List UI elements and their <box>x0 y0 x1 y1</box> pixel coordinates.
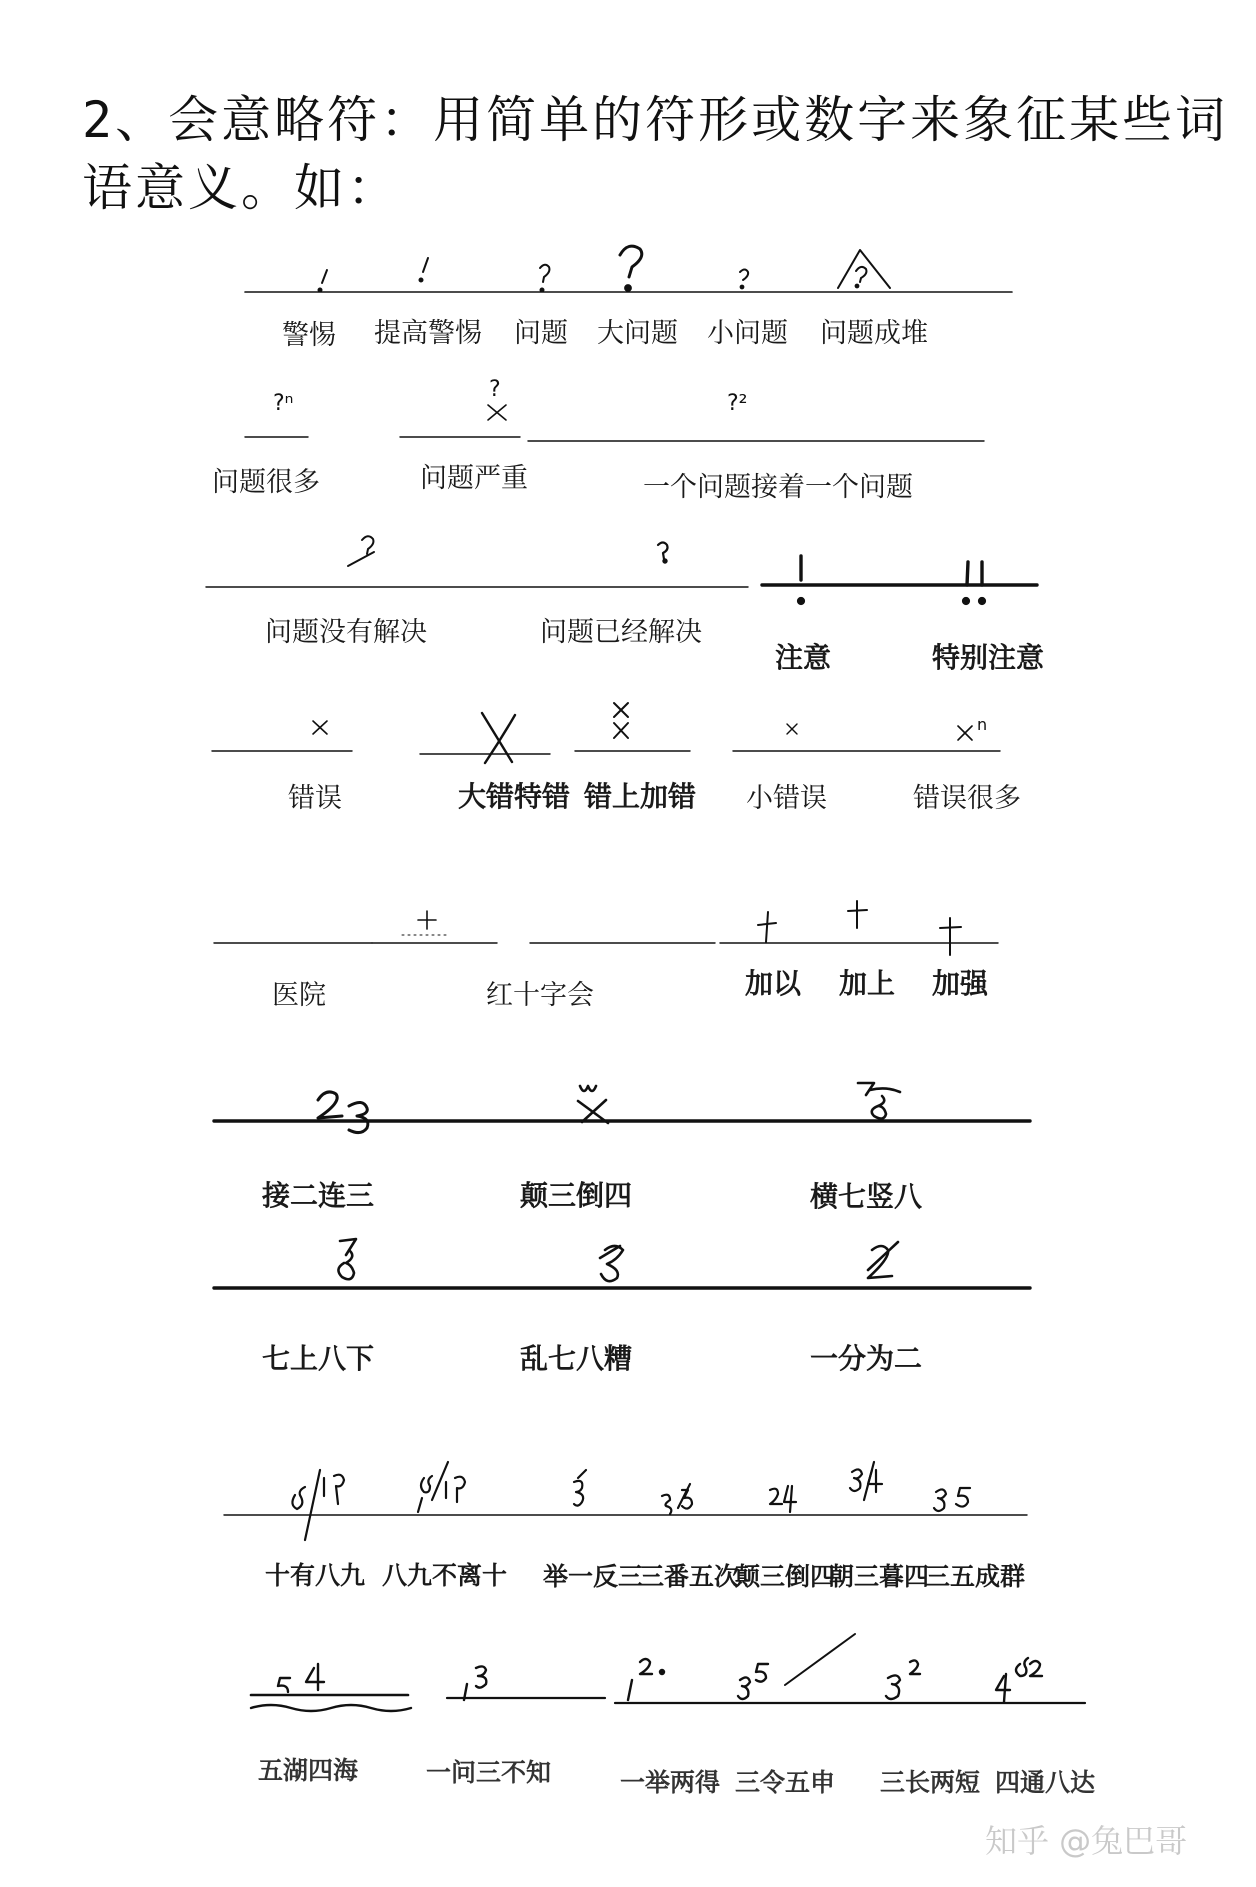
label-many-questions: 问题很多 <box>212 467 320 498</box>
five-four-sea <box>278 1664 324 1692</box>
question-mark-large <box>620 246 642 290</box>
three-five-again <box>662 1484 692 1514</box>
serious-question-cross <box>488 405 506 420</box>
one-three-ignorance <box>464 1666 486 1700</box>
label-in-disarray: 横七竖八 <box>810 1182 923 1213</box>
three-five-group <box>934 1488 970 1511</box>
small-error-cross <box>787 724 797 734</box>
reversed-3-4 <box>578 1086 608 1123</box>
label-vigilance: 警惕 <box>282 320 336 351</box>
fraction-8-19-a <box>292 1470 344 1540</box>
label-many-errors: 错误很多 <box>913 783 1021 814</box>
label-anxious: 七上八下 <box>262 1344 375 1375</box>
attention-mark <box>799 556 804 603</box>
label-serious-question: 问题严重 <box>420 463 528 494</box>
label-know-nothing: 一问三不知 <box>426 1760 552 1787</box>
label-unsolved-question: 问题没有解决 <box>265 617 427 648</box>
big-error-cross <box>482 713 515 763</box>
alert-mark <box>319 270 328 292</box>
special-attention-mark <box>964 562 985 603</box>
label-small-error: 小错误 <box>746 783 827 814</box>
heading-line-2: 语意义。如： <box>82 159 400 217</box>
label-again-and-again: 三番五次 <box>639 1564 740 1591</box>
label-topsy-turvy: 颠三倒四 <box>520 1181 633 1212</box>
label-chaotic: 乱七八糟 <box>520 1344 633 1375</box>
question-pile-mark <box>838 250 890 288</box>
three-two-short <box>886 1660 920 1699</box>
error-cross <box>313 721 327 734</box>
label-grave-error: 大错特错 <box>458 782 571 813</box>
add-mark-1 <box>758 912 776 942</box>
question-mark-raised-small <box>740 270 748 289</box>
label-error: 错误 <box>288 783 342 814</box>
add-mark-2 <box>848 901 867 928</box>
serious-question-symbol: ? <box>489 377 501 402</box>
label-infer-by-analogy: 举一反三 <box>543 1564 644 1591</box>
label-accessible: 四通八达 <box>995 1770 1096 1797</box>
up-down-7-8 <box>338 1239 356 1279</box>
four-eight-reach <box>996 1658 1042 1702</box>
label-one-after-another: 接二连三 <box>262 1181 375 1212</box>
row9-wave <box>251 1705 411 1711</box>
one-two-gain <box>628 1659 664 1700</box>
label-strengthen: 加强 <box>932 969 989 1000</box>
label-one-divides-into-two: 一分为二 <box>810 1344 923 1375</box>
three-over-four <box>850 1462 882 1500</box>
label-two-birds: 一举两得 <box>620 1770 721 1797</box>
fraction-8-19-b <box>418 1462 465 1512</box>
label-all-corners: 五湖四海 <box>258 1758 359 1785</box>
unsolved-question-mark <box>348 536 374 566</box>
label-topsy-turvy-2: 颠三倒四 <box>735 1564 836 1591</box>
label-nearly: 八九不离十 <box>382 1563 508 1590</box>
label-most-likely: 十有八九 <box>265 1563 366 1590</box>
watermark: 知乎 @兔巴哥 <box>985 1822 1188 1860</box>
label-solved-question: 问题已经解决 <box>540 617 702 648</box>
label-repeated-orders: 三令五申 <box>735 1770 836 1797</box>
label-special-attention: 特别注意 <box>932 643 1045 674</box>
messy-7-8 <box>600 1246 623 1281</box>
many-questions-symbol: ?ⁿ <box>273 391 294 416</box>
label-add-to: 加以 <box>745 969 802 1000</box>
label-compounded-error: 错上加错 <box>584 782 697 813</box>
split-1-2 <box>868 1242 898 1278</box>
heading-line-1: 2、会意略符：用简单的符形或数字来象征某些词 <box>82 91 1229 149</box>
one-to-three <box>574 1470 586 1506</box>
many-errors-cross <box>958 726 972 740</box>
reversed-3-4-small <box>770 1486 796 1512</box>
label-raise-vigilance: 提高警惕 <box>374 318 482 349</box>
label-pile-of-questions: 问题成堆 <box>820 318 928 349</box>
hospital-cross <box>418 911 436 929</box>
double-error-cross <box>614 703 628 738</box>
label-question: 问题 <box>514 318 568 349</box>
many-errors-superscript: n <box>977 715 988 734</box>
solved-question-mark <box>658 543 668 563</box>
row9-slant-line <box>785 1634 855 1685</box>
raised-alert-mark <box>420 258 429 282</box>
connected-2-3 <box>318 1092 368 1133</box>
question-after-question-symbol: ?² <box>727 391 748 416</box>
label-hospital: 医院 <box>272 980 326 1011</box>
three-five-order <box>738 1664 768 1699</box>
label-add-on: 加上 <box>839 969 896 1000</box>
label-in-groups: 三五成群 <box>925 1564 1026 1591</box>
label-question-after-question: 一个问题接着一个问题 <box>643 472 913 503</box>
label-small-question: 小问题 <box>707 318 788 349</box>
question-mark-small <box>540 265 549 292</box>
label-fickle: 朝三暮四 <box>829 1564 930 1591</box>
add-mark-3 <box>940 918 961 955</box>
label-red-cross: 红十字会 <box>486 980 594 1011</box>
label-attention: 注意 <box>775 643 832 674</box>
cross-7-8 <box>858 1083 900 1119</box>
label-mishap: 三长两短 <box>880 1770 981 1797</box>
label-big-question: 大问题 <box>597 318 678 349</box>
